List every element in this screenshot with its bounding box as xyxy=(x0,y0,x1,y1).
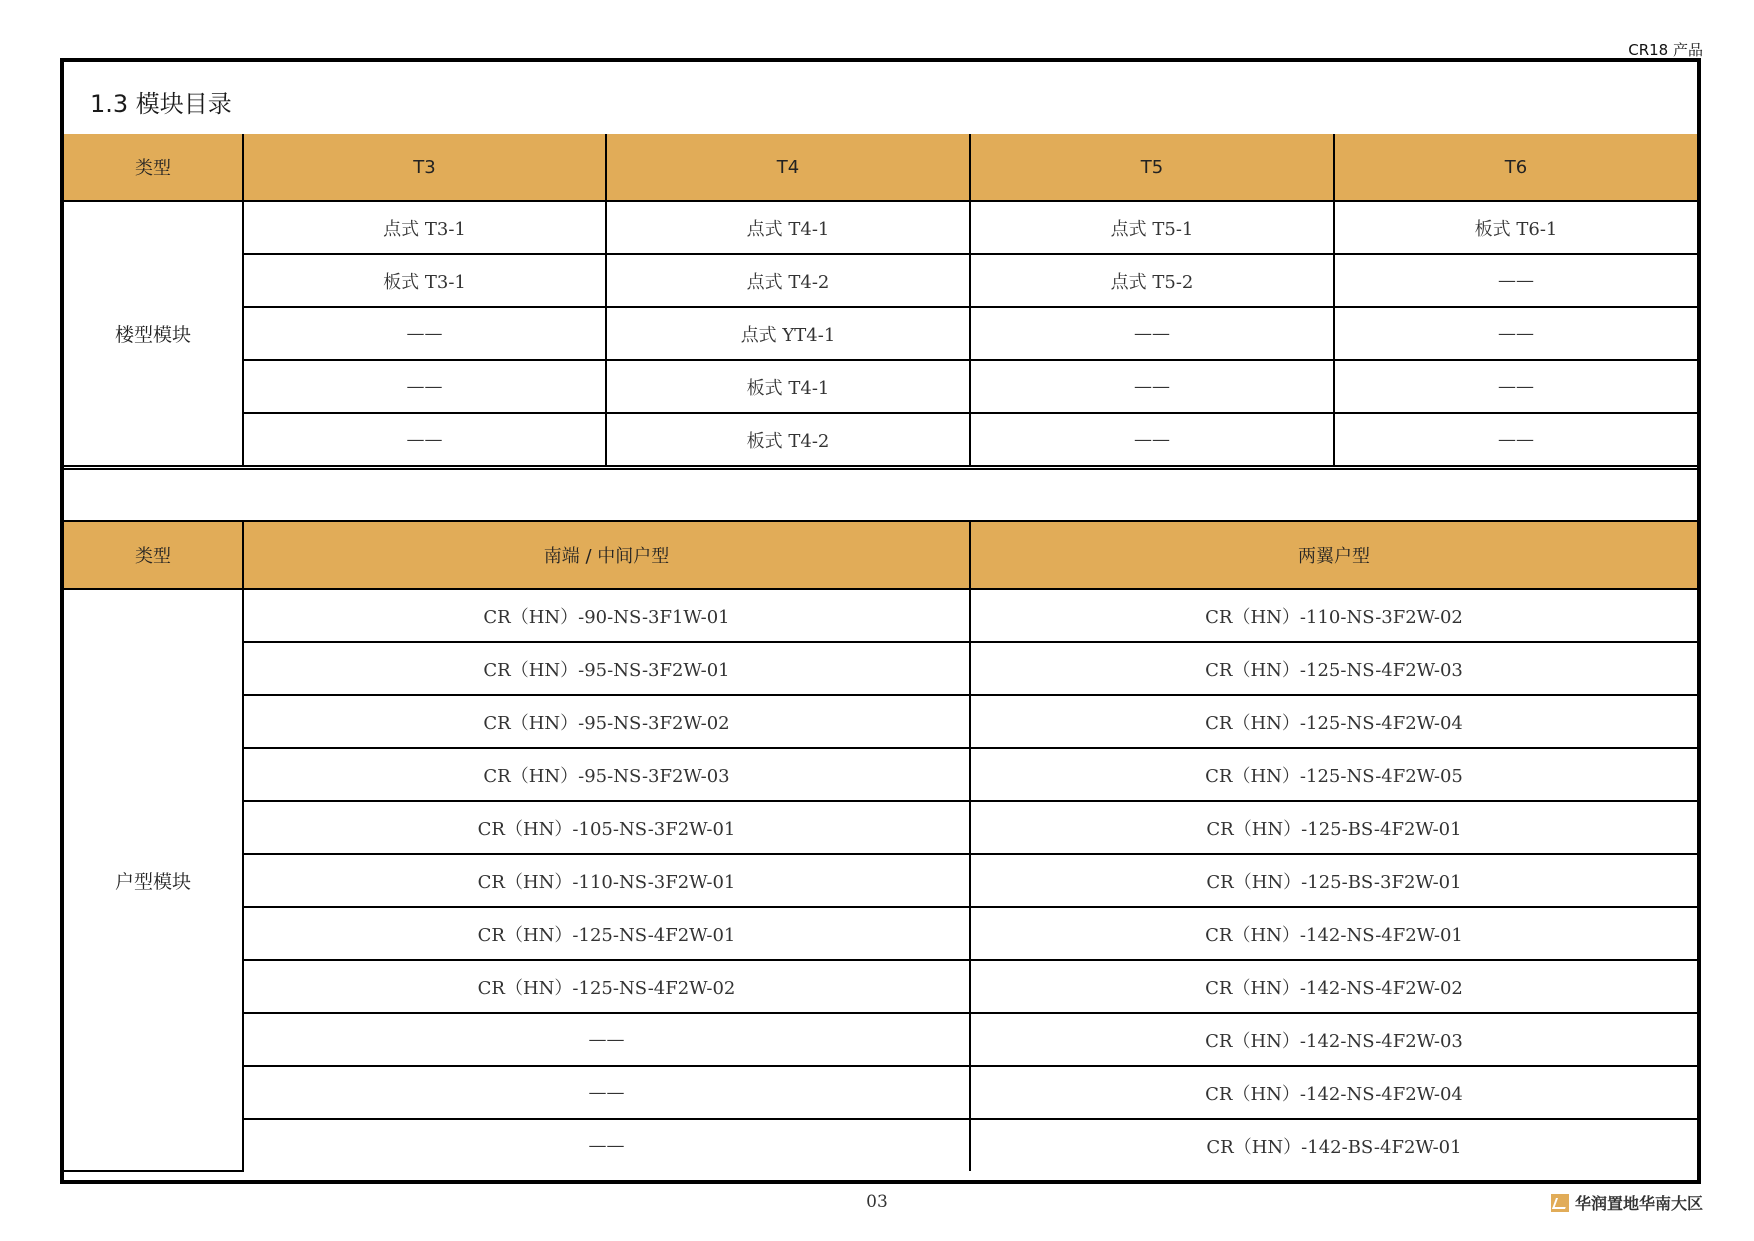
header-cell: 两翼户型 xyxy=(970,521,1697,589)
table-cell: —— xyxy=(243,1119,970,1171)
table-cell: CR（HN）-142-NS-4F2W-04 xyxy=(970,1066,1697,1119)
building-module-table xyxy=(64,134,1697,467)
table-cell: CR（HN）-95-NS-3F2W-03 xyxy=(243,748,970,801)
table-row xyxy=(64,589,1697,642)
table-cell: —— xyxy=(243,360,606,413)
table-cell: 点式 T4-1 xyxy=(606,201,970,254)
header-cell: T3 xyxy=(243,134,606,201)
table-cell: —— xyxy=(970,413,1334,466)
table-cell: CR（HN）-125-NS-4F2W-04 xyxy=(970,695,1697,748)
table-cell: CR（HN）-95-NS-3F2W-02 xyxy=(243,695,970,748)
header-cell: 南端 / 中间户型 xyxy=(243,521,970,589)
brand-logo-icon xyxy=(1551,1194,1569,1212)
table-row xyxy=(64,1119,1697,1171)
table-cell: —— xyxy=(1334,254,1697,307)
page-number: 03 xyxy=(866,1192,888,1212)
table-row xyxy=(64,907,1697,960)
table-row xyxy=(64,360,1697,413)
table-cell: CR（HN）-125-NS-4F2W-02 xyxy=(243,960,970,1013)
table-cell: CR（HN）-110-NS-3F2W-01 xyxy=(243,854,970,907)
table-cell: CR（HN）-142-NS-4F2W-01 xyxy=(970,907,1697,960)
table-row xyxy=(64,254,1697,307)
table-cell: 点式 T5-2 xyxy=(970,254,1334,307)
table-cell: 点式 T4-2 xyxy=(606,254,970,307)
table-row xyxy=(64,1013,1697,1066)
table-row xyxy=(64,307,1697,360)
table-cell: —— xyxy=(243,307,606,360)
table-cell: 板式 T6-1 xyxy=(1334,201,1697,254)
table-cell: CR（HN）-95-NS-3F2W-01 xyxy=(243,642,970,695)
table-cell: 板式 T4-1 xyxy=(606,360,970,413)
table-row xyxy=(64,801,1697,854)
table-cell: CR（HN）-142-NS-4F2W-03 xyxy=(970,1013,1697,1066)
category-cell: 楼型模块 xyxy=(64,201,243,466)
table-cell: 点式 T5-1 xyxy=(970,201,1334,254)
table-cell: —— xyxy=(970,360,1334,413)
table-cell: CR（HN）-142-BS-4F2W-01 xyxy=(970,1119,1697,1171)
product-label: CR18 产品 xyxy=(1628,41,1703,59)
table-cell: 点式 YT4-1 xyxy=(606,307,970,360)
table-cell: CR（HN）-142-NS-4F2W-02 xyxy=(970,960,1697,1013)
table-row xyxy=(64,960,1697,1013)
table-cell: 点式 T3-1 xyxy=(243,201,606,254)
table-cell: CR（HN）-105-NS-3F2W-01 xyxy=(243,801,970,854)
table-cell: —— xyxy=(970,307,1334,360)
table-row xyxy=(64,642,1697,695)
header-cell: T6 xyxy=(1334,134,1697,201)
table-row xyxy=(64,695,1697,748)
table-cell: CR（HN）-125-NS-4F2W-01 xyxy=(243,907,970,960)
brand-name: 华润置地华南大区 xyxy=(1574,1194,1703,1213)
section-title: 1.3 模块目录 xyxy=(90,90,232,118)
table-cell: 板式 T3-1 xyxy=(243,254,606,307)
header-cell: T5 xyxy=(970,134,1334,201)
title-bar xyxy=(64,62,1697,136)
table-cell: CR（HN）-90-NS-3F1W-01 xyxy=(243,589,970,642)
header-cell: 类型 xyxy=(64,134,243,201)
table-row xyxy=(64,854,1697,907)
table-cell: 板式 T4-2 xyxy=(606,413,970,466)
header-cell: T4 xyxy=(606,134,970,201)
catalog-frame xyxy=(60,58,1701,1184)
table-row xyxy=(64,1066,1697,1119)
table-header-row xyxy=(64,134,1697,201)
unit-module-table xyxy=(64,520,1697,1172)
table-cell: —— xyxy=(1334,413,1697,466)
table-cell: —— xyxy=(1334,307,1697,360)
table-cell: —— xyxy=(1334,360,1697,413)
table-cell: —— xyxy=(243,1013,970,1066)
table-cell: CR（HN）-125-BS-3F2W-01 xyxy=(970,854,1697,907)
table-row xyxy=(64,748,1697,801)
table-cell: CR（HN）-110-NS-3F2W-02 xyxy=(970,589,1697,642)
header-cell: 类型 xyxy=(64,521,243,589)
table-spacer xyxy=(64,468,1697,522)
table-cell: —— xyxy=(243,1066,970,1119)
table-cell: —— xyxy=(243,413,606,466)
table-cell: CR（HN）-125-NS-4F2W-05 xyxy=(970,748,1697,801)
table-header-row xyxy=(64,521,1697,589)
table-row xyxy=(64,201,1697,254)
brand-logo xyxy=(1551,1191,1703,1214)
table-row xyxy=(64,413,1697,466)
table-cell: CR（HN）-125-BS-4F2W-01 xyxy=(970,801,1697,854)
category-cell: 户型模块 xyxy=(64,589,243,1171)
table-cell: CR（HN）-125-NS-4F2W-03 xyxy=(970,642,1697,695)
